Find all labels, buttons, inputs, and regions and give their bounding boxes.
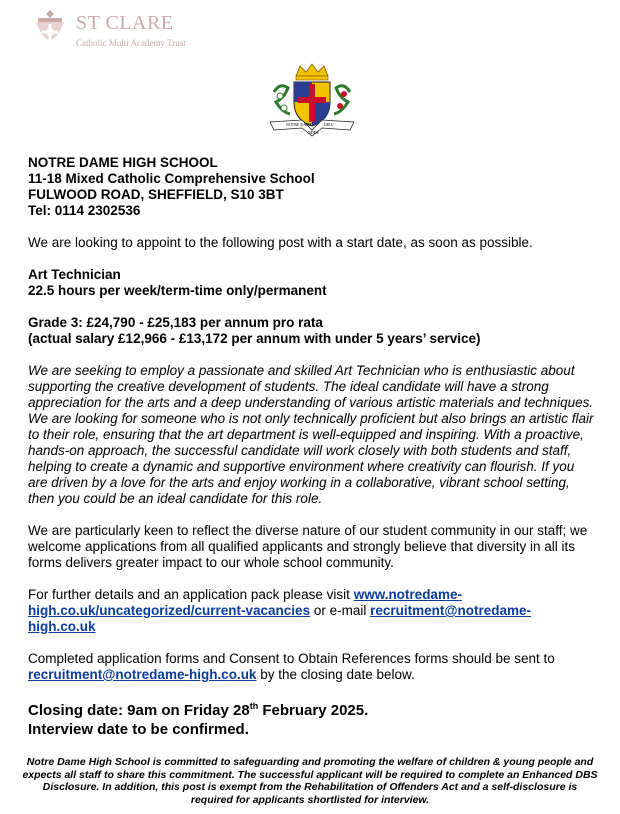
submission-instructions [28,651,594,683]
crest-motto-mid: NDHS [308,130,319,135]
interview-date: Interview date to be confirmed. [28,721,249,738]
closing-suffix: February 2025. [258,702,369,719]
post-title: Art Technician [28,267,121,282]
closing-prefix: Closing date: 9am on Friday 28 [28,702,250,719]
trust-name: ST CLARE [76,12,174,34]
details-prefix: For further details and an application pack please visit [28,587,354,602]
trust-emblem-icon [30,8,70,54]
school-type: 11-18 Mixed Catholic Comprehensive School [28,171,315,186]
safeguarding-statement: Notre Dame High School is committed to safeguarding and promoting the welfare of children & young people and expects all staff to share this commitment. The successful applicant will be required to complete an Enhanced DBS Disclosure. In addition, this post is exempt from the Rehabilitation of Offenders Act and a self-disclosure is required for applicants shortlisted for interview. [22,756,598,806]
school-name: NOTRE DAME HIGH SCHOOL [28,155,218,170]
closing-sup: th [249,701,259,711]
post-grade: Grade 3: £24,790 - £25,183 per annum pro rata [28,315,323,330]
post-hours: 22.5 hours per week/term-time only/permanent [28,283,327,298]
further-details [28,587,594,635]
school-tel: Tel: 0114 2302536 [28,203,141,218]
closing-date [28,697,594,720]
crest-motto-left: NOTRE DAME [286,122,313,127]
submission-suffix: by the closing date below. [256,667,415,682]
vacancies-link[interactable]: www.notredame-high.co.uk/uncategorized/current-vacancies [28,587,462,618]
school-address: FULWOOD ROAD, SHEFFIELD, S10 3BT [28,187,284,202]
submission-prefix: Completed application forms and Consent to Obtain References forms should be sent to [28,651,555,666]
post-actual-salary: (actual salary £12,966 - £13,172 per annum with under 5 years’ service) [28,331,481,346]
submission-email-link[interactable]: recruitment@notredame-high.co.uk [28,667,257,682]
diversity-statement: We are particularly keen to reflect the diverse nature of our student community in our staff; we welcome applications from all qualified applicants and strongly believe that diversity in all its forms delivers greater impact to our whole school community. [28,523,588,570]
role-description: We are seeking to employ a passionate and skilled Art Technician who is enthusiastic about supporting the creative development of students. The ideal candidate will have a strong appreciation for the arts and a deep understanding of various artistic materials and techniques. We are looking for someone who is not only technically proficient but also brings an artistic flair to their role, ensuring that the art department is well-equipped and inspiring. With a proactive, hands-on approach, the successful candidate will work closely with both students and staff, helping to create a dynamic and supportive environment where creativity can flourish. If you are driven by a love for the arts and enjoy working in a collaborative, vibrant school setting, then you could be an ideal candidate for this role. [28,363,594,506]
trust-logo [24,6,204,58]
intro-text: We are looking to appoint to the following post with a start date, as soon as possible. [28,235,533,250]
school-crest-icon [266,62,358,138]
advert-body [28,155,594,739]
trust-subtitle: Catholic Multi Academy Trust [76,38,186,48]
recruitment-email-link[interactable]: recruitment@notredame-high.co.uk [28,603,532,634]
details-middle: or e-mail [310,603,371,618]
crest-motto-right: DIEU [324,122,334,127]
